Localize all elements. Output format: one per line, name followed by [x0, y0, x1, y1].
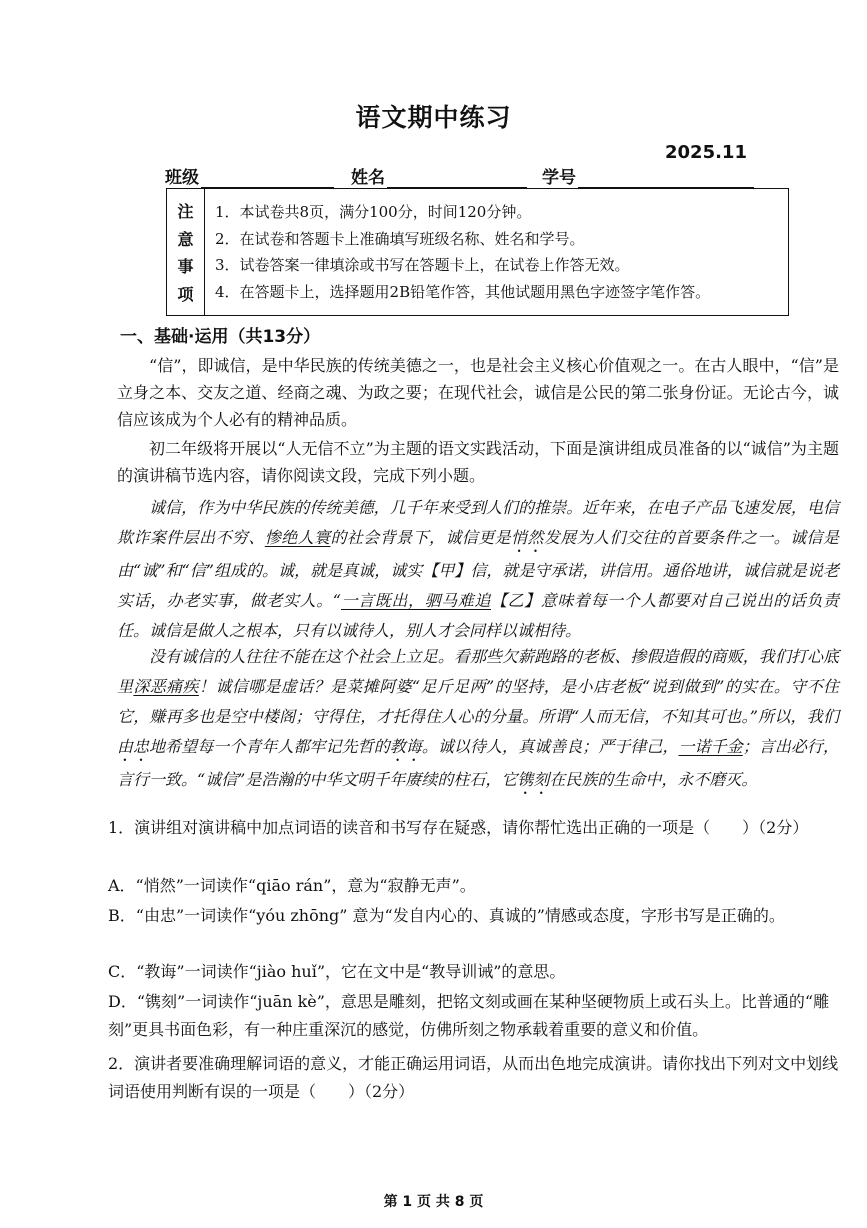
student-id-field: 学号 [542, 163, 754, 188]
student-id-blank [578, 167, 754, 188]
underlined-phrase: 深恶痛疾 [133, 677, 199, 696]
name-field: 姓名 [351, 163, 527, 188]
notice-item: 1．本试卷共8页，满分100分，时间120分钟。 [215, 203, 532, 221]
task-paragraph: 初二年级将开展以“人无信不立”为主题的语文实践活动，下面是演讲组成员准备的以“诚信”为主题的演讲稿节选内容，请你阅读文段，完成下列小题。 [117, 439, 839, 485]
notice-item: 2．在试卷和答题卡上准确填写班级名称、姓名和学号。 [215, 229, 585, 248]
notice-items [215, 199, 710, 305]
dotted-word: 镌刻 [517, 770, 550, 789]
underlined-phrase: 一言既出，驷马难追 [340, 591, 491, 610]
question-1-option-a: A．“悄然”一词读作“qiāo rán”，意为“寂静无声”。 [108, 876, 476, 895]
speech-paragraph-2: 没有诚信的人往往不能在这个社会上立足。看那些欠薪跑路的老板、掺假造假的商贩，我们打心底里深恶痛疾！诚信哪是虚话？是菜摊阿婆“足斤足两”的坚持，是小店老板“说到做到”的实在。守不住它，赚再多也是空中楼阁；守得住，才托得住人心的分量。所谓“人而无信，不知其可也。”所以，我们由忠地希望每一个青年人都牢记先哲的教诲。诚以待人，真诚善良；严于律己，一诺千金；言出必行，言行一致。“诚信”是浩瀚的中华文明千年赓续的柱石，它镌刻在民族的生命中，永不磨灭。 [117, 647, 839, 789]
notice-item: 3．试卷答案一律填涂或书写在答题卡上，在试卷上作答无效。 [215, 256, 630, 274]
name-blank [387, 167, 527, 188]
page-footer: 第 1 页 共 8 页 [383, 1194, 484, 1210]
question-1-option-d: D．“镌刻”一词读作“juān kè”，意思是雕刻，把铭文刻或画在某种坚硬物质上或石头上。比普通的“雕刻”更具书面色彩，有一种庄重深沉的感觉，仿佛所刻之物承载着重要的意义和价值。 [108, 992, 830, 1039]
dotted-word: 由忠 [117, 737, 150, 756]
question-2-stem: 2．演讲者要准确理解词语的意义，才能正确运用词语，从而出色地完成演讲。请你找出下列对文中划线词语使用判断有误的一项是（ ）（2分） [108, 1054, 839, 1101]
dotted-word: 悄然 [511, 528, 544, 547]
exam-title: 语文期中练习 [355, 103, 512, 132]
notice-item: 4．在答题卡上，选择题用2B铅笔作答，其他试题用黑色字迹签字笔作答。 [215, 282, 711, 301]
speech-paragraph-1: 诚信，作为中华民族的传统美德，几千年来受到人们的推崇。近年来，在电子产品飞速发展，电信欺诈案件层出不穷、惨绝人寰的社会背景下，诚信更是悄然发展为人们交往的首要条件之一。诚信是由“诚”和“信”组成的。诚，就是真诚，诚实【甲】信，就是守承诺，讲信用。通俗地讲，诚信就是说老实话，办老实事，做老实人。“一言既出，驷马难追【乙】意味着每一个人都要对自己说出的话负责任。诚信是做人之根本，只有以诚待人，别人才会同样以诚相待。 [117, 498, 839, 640]
exam-date: 2025.11 [665, 142, 747, 163]
question-1-option-b: B．“由忠”一词读作“yóu zhōng” 意为“发自内心的、真诚的”情感或态度，字形书写是正确的。 [108, 906, 785, 925]
question-1-option-c: C．“教诲”一词读作“jiào huǐ”，它在文中是“教导训诫”的意思。 [108, 962, 566, 981]
class-field: 班级 [165, 163, 334, 188]
intro-paragraph: “信”，即诚信，是中华民族的传统美德之一，也是社会主义核心价值观之一。在古人眼中，“信”是立身之本、交友之道、经商之魂、为政之要；在现代社会，诚信是公民的第二张身份证。无论古今，诚信应该成为个人必有的精神品质。 [117, 356, 839, 429]
underlined-phrase: 惨绝人寰 [264, 528, 331, 547]
class-blank [201, 167, 334, 188]
section-heading: 一、基础·运用（共13分） [120, 327, 321, 347]
notice-heading: 注 意 事 项 [167, 189, 205, 315]
notice-box [166, 188, 789, 316]
question-1-stem: 1．演讲组对演讲稿中加点词语的读音和书写存在疑惑，请你帮忙选出正确的一项是（ ）（2分） [108, 818, 809, 837]
dotted-word: 教诲 [389, 737, 422, 756]
student-info-row [165, 163, 755, 189]
underlined-phrase: 一诺千金 [678, 737, 743, 756]
